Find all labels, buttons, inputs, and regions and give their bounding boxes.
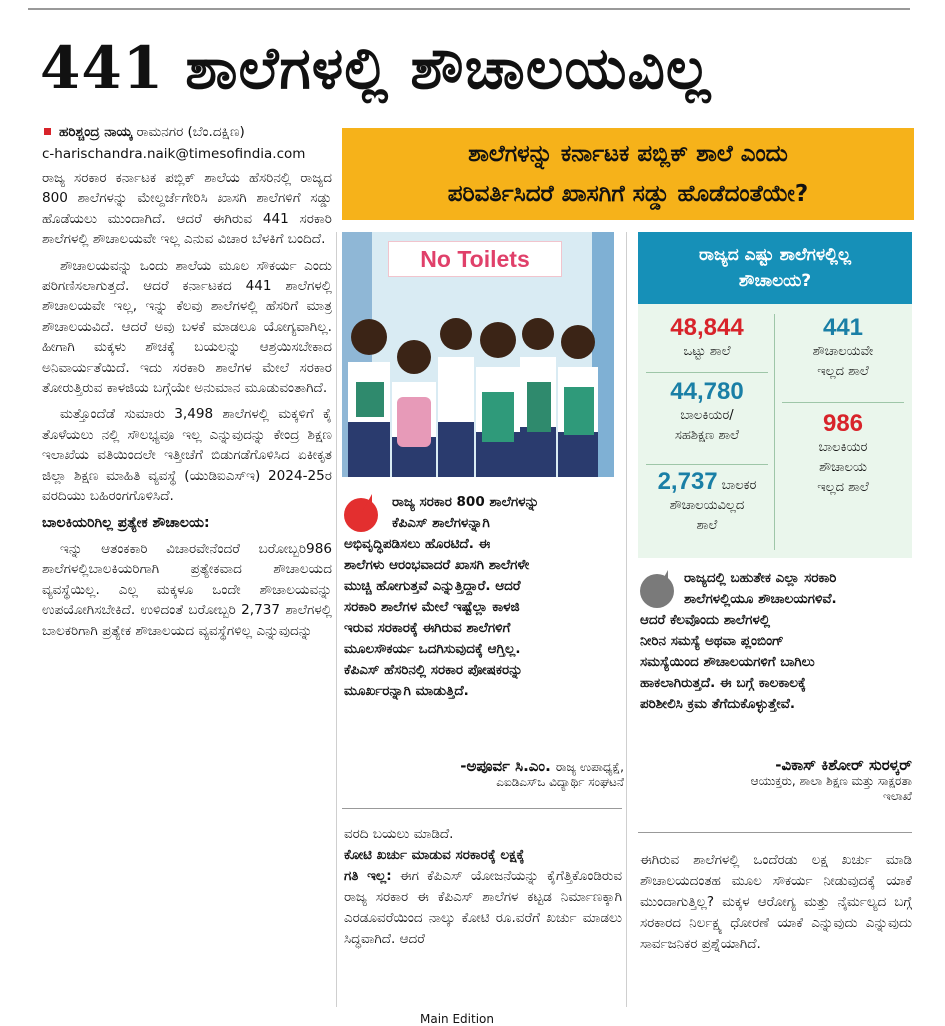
- student-figure: [520, 318, 556, 477]
- infobox-divider: [774, 314, 775, 550]
- students-photo: [342, 232, 614, 477]
- stat-girls-coed-schools: 44,780 ಬಾಲಕಿಯರ/ ಸಹಶಿಕ್ಷಣ ಶಾಲೆ: [670, 378, 744, 443]
- student-figure: [476, 322, 520, 477]
- banner-line: ಪರಿವರ್ತಿಸಿದರೆ ಖಾಸಗಿಗೆ ಸಡ್ಡು ಹೊಡೆದಂತೆಯೇ?: [447, 181, 809, 207]
- banner-line: ಶಾಲೆಗಳನ್ನು ಕರ್ನಾಟಕ ಪಬ್ಲಿಕ್ ಶಾಲೆ ಎಂದು: [468, 141, 788, 167]
- article-paragraph: ಇನ್ನು ಆತಂಕಕಾರಿ ವಿಚಾರವೇನೆಂದರೆ ಬರೋಬ್ಬರಿ986 ಶಾಲೆಗಳಲ್ಲಿಬಾಲಕಿಯರಿಗಾಗಿ ಪ್ರತ್ಯೇಕವಾದ ಶೌಚಾಲಯದ ವ್ಯವಸ್ಥೆಯಿಲ್ಲ. ಎಲ್ಲ ಮಕ್ಕಳೂ ಒಂದೇ ಶೌಚಾಲಯವನ್ನು ಉಪಯೋಗಿಸಬೇಕಿದೆ. ಉಳಿದಂತೆ ಬರೋಬ್ಬರಿ 2,737 ಶಾಲೆಗಳಲ್ಲಿ ಬಾಲಕರಿಗಾಗಿ ಪ್ರತ್ಯೇಕ ಶೌಚಾಲಯದ ವ್ಯವಸ್ಥೆಗಳಿಲ್ಲ ಎನ್ನುವುದನ್ನು: [42, 540, 332, 639]
- quote-apoorva-signature: -ಅಪೂರ್ವ ಸಿ.ಎಂ. ರಾಜ್ಯ ಉಪಾಧ್ಯಕ್ಷೆ, ಎಐಡಿಎಸ್‌ಒ ವಿದ್ಯಾರ್ಥಿ ಸಂಘಟನೆ: [460, 757, 624, 789]
- quote-vikas-signature: -ವಿಕಾಸ್ ಕಿಶೋರ್ ಸುರಳ್ಕರ್ ಆಯುಕ್ತರು, ಶಾಲಾ ಶಿಕ್ಷಣ ಮತ್ತು ಸಾಕ್ಷರತಾ ಇಲಾಖೆ: [750, 756, 912, 803]
- headline: 441 ಶಾಲೆಗಳಲ್ಲಿ ಶೌಚಾಲಯವಿಲ್ಲ: [40, 34, 712, 102]
- quote-apoorva-body: ಅಭಿವೃದ್ಧಿಪಡಿಸಲು ಹೊರಟಿದೆ. ಈ ಶಾಲೆಗಳು ಆರಂಭವಾದರೆ ಖಾಸಗಿ ಶಾಲೆಗಳೇ ಮುಚ್ಚಿ ಹೋಗುತ್ತವೆ ಎನ್ನುತ್ತಿದ್ದಾರೆ. ಆದರೆ ಸರಕಾರಿ ಶಾಲೆಗಳ ಮೇಲೆ ಇಷ್ಟೆಲ್ಲಾ ಕಾಳಜಿ ಇರುವ ಸರಕಾರಕ್ಕೆ ಈಗಿರುವ ಶಾಲೆಗಳಿಗೆ ಮೂಲಸೌಕರ್ಯ ಒದಗಿಸುವುದಕ್ಕೆ ಆಗ್ತಿಲ್ಲ. ಕೆಪಿಎಸ್ ಹೆಸರಿನಲ್ಲಿ ಸರಕಾರ ಪೋಷಕರನ್ನು ಮೂರ್ಖರನ್ನಾಗಿ ಮಾಡುತ್ತಿದೆ.: [344, 536, 530, 699]
- col2-article-continued: ವರದಿ ಬಯಲು ಮಾಡಿದೆ. ಕೋಟಿ ಖರ್ಚು ಮಾಡುವ ಸರಕಾರಕ್ಕೆ ಲಕ್ಷಕ್ಕೆ ಗತಿ ಇಲ್ಲ: ಈಗ ಕೆಪಿಎಸ್ ಯೋಜನೆಯನ್ನು ಕೈಗೆತ್ತಿಕೊಂಡಿರುವ ರಾಜ್ಯ ಸರಕಾರ ಈ ಕೆಪಿಎಸ್ ಶಾಲೆಗಳ ಕಟ್ಟಡ ನಿರ್ಮಾಣಕ್ಕಾಗಿ ಎರಡೂವರೆಯಿಂದ ನಾಲ್ಕು ಕೋಟಿ ರೂ.ವರೆಗೆ ಖರ್ಚು ಮಾಡಲು ಸಿದ್ಧವಾಗಿದೆ. ಆದರೆ: [344, 826, 622, 947]
- stat-total-schools: 48,844 ಒಟ್ಟು ಶಾಲೆ: [670, 314, 744, 359]
- stat-no-toilet-schools: 441 ಶೌಚಾಲಯವೇ ಇಲ್ಲದ ಶಾಲೆ: [812, 314, 874, 379]
- section-rule: [638, 832, 912, 833]
- infobox-divider: [646, 372, 768, 373]
- no-toilets-sign: No Toilets: [388, 241, 562, 277]
- students-illustration: [342, 232, 614, 477]
- author-email[interactable]: c-harischandra.naik@timesofindia.com: [42, 146, 306, 162]
- column-divider: [336, 232, 337, 1007]
- col3-article-continued: ಈಗಿರುವ ಶಾಲೆಗಳಲ್ಲಿ ಒಂದೆರಡು ಲಕ್ಷ ಖರ್ಚು ಮಾಡಿ ಶೌಚಾಲಯದಂತಹ ಮೂಲ ಸೌಕರ್ಯ ನೀಡುವುದಕ್ಕೆ ಯಾಕೆ ಮುಂದಾಗುತ್ತಿಲ್ಲ? ಮಕ್ಕಳ ಆರೋಗ್ಯ ಮತ್ತು ನೈರ್ಮಲ್ಯದ ಬಗ್ಗೆ ಸರಕಾರದ ನಿರ್ಲಕ್ಷ್ಯ ಧೋರಣೆ ಯಾಕೆ ಎನ್ನುವುದು ಎನ್ನುವುದು ಸಾರ್ವಜನಿಕರ ಪ್ರಶ್ನೆಯಾಗಿದೆ.: [640, 852, 912, 952]
- section-rule: [342, 808, 622, 809]
- student-figure: [558, 325, 598, 477]
- article-paragraph: ಮತ್ತೊಂದೆಡೆ ಸುಮಾರು 3,498 ಶಾಲೆಗಳಲ್ಲಿ ಮಕ್ಕಳಿಗೆ ಕೈ ತೊಳೆಯಲು ನಲ್ಲಿ ಸೌಲಭ್ಯವೂ ಇಲ್ಲ ಎನ್ನುವುದನ್ನು ಕೇಂದ್ರ ಶಿಕ್ಷಣ ಇಲಾಖೆಯ ವತಿಯಿಂದಲೇ ಇತ್ತೀಚೆಗೆ ಬಿಡುಗಡೆಗೊಳಿಸಿದ ಏಕೀಕೃತ ಜಿಲ್ಲಾ ಶಿಕ್ಷಣ ಮಾಹಿತಿ ವ್ಯವಸ್ಥೆ (ಯುಡಿಐಎಸ್‌ಇ) 2024-25ರ ವರದಿಯು ಬಹಿರಂಗಗೊಳಿಸಿದೆ.: [42, 406, 332, 505]
- main-article-column: [42, 122, 332, 647]
- dateline: ರಾಮನಗರ (ಬೆಂ.ದಕ್ಷಿಣ): [136, 124, 245, 140]
- edition-footer: Main Edition: [420, 1012, 494, 1026]
- quote-mark-icon: [344, 498, 378, 532]
- stat-no-boys-toilet: 2,737 ಬಾಲಕರ ಶೌಚಾಲಯವಿಲ್ಲದ ಶಾಲೆ: [657, 468, 757, 533]
- quote-vikas: ರಾಜ್ಯದಲ್ಲಿ ಬಹುತೇಕ ಎಲ್ಲಾ ಸರಕಾರಿ ಶಾಲೆಗಳಲ್ಲಿಯೂ ಶೌಚಾಲಯಗಳಿವೆ.: [684, 570, 837, 607]
- infobox-divider: [646, 464, 768, 465]
- question-banner: [342, 128, 914, 220]
- student-figure: [348, 319, 390, 477]
- student-figure: [392, 340, 436, 477]
- infobox-title: ರಾಜ್ಯದ ಎಷ್ಟು ಶಾಲೆಗಳಲ್ಲಿಲ್ಲ ಶೌಚಾಲಯ?: [638, 232, 912, 304]
- author-name: ಹರಿಶ್ಚಂದ್ರ ನಾಯ್ಕ: [59, 124, 133, 140]
- column-divider: [626, 232, 627, 1007]
- quote-apoorva: ರಾಜ್ಯ ಸರಕಾರ 800 ಶಾಲೆಗಳನ್ನು ಕೆಪಿಎಸ್ ಶಾಲೆಗಳನ್ನಾಗಿ: [392, 494, 540, 531]
- stats-infobox: [638, 232, 912, 558]
- subheading: ಬಾಲಕಿಯರಿಗಿಲ್ಲ ಪ್ರತ್ಯೇಕ ಶೌಚಾಲಯ:: [42, 514, 210, 531]
- quote-vikas-body: ಆದರೆ ಕೆಲವೊಂದು ಶಾಲೆಗಳಲ್ಲಿ ನೀರಿನ ಸಮಸ್ಯೆ ಅಥವಾ ಪ್ಲಂಬಿಂಗ್ ಸಮಸ್ಯೆಯಿಂದ ಶೌಚಾಲಯಗಳಿಗೆ ಬಾಗಿಲು ಹಾಕಲಾಗಿರುತ್ತದೆ. ಈ ಬಗ್ಗೆ ಕಾಲಕಾಲಕ್ಕೆ ಪರಿಶೀಲಿಸಿ ಕ್ರಮ ತೆಗೆದುಕೊಳ್ಳುತ್ತೇವೆ.: [640, 612, 815, 712]
- quote-mark-icon: [640, 574, 674, 608]
- stat-no-girls-toilet: 986 ಬಾಲಕಿಯರ ಶೌಚಾಲಯ ಇಲ್ಲದ ಶಾಲೆ: [817, 410, 869, 495]
- red-square-icon: [44, 128, 51, 135]
- top-rule: [28, 8, 910, 10]
- article-paragraph: ರಾಜ್ಯ ಸರಕಾರ ಕರ್ನಾಟಕ ಪಬ್ಲಿಕ್ ಶಾಲೆಯ ಹೆಸರಿನಲ್ಲಿ ರಾಜ್ಯದ 800 ಶಾಲೆಗಳನ್ನು ಮೇಲ್ದರ್ಜೆಗೇರಿಸಿ ಖಾಸಗಿ ಶಾಲೆಗಳಿಗೆ ಸಡ್ಡು ಹೊಡೆಯಲು ಮುಂದಾಗಿದೆ. ಆದರೆ ಈಗಿರುವ 441 ಸರಕಾರಿ ಶಾಲೆಗಳಲ್ಲಿ ಶೌಚಾಲಯವೇ ಇಲ್ಲ ಎನುವ ವಿಚಾರ ಬೆಳಕಿಗೆ ಬಂದಿದೆ.: [42, 170, 332, 248]
- subheading: ಕೋಟಿ ಖರ್ಚು ಮಾಡುವ ಸರಕಾರಕ್ಕೆ ಲಕ್ಷಕ್ಕೆ: [344, 847, 525, 863]
- article-paragraph: ಶೌಚಾಲಯವನ್ನು ಒಂದು ಶಾಲೆಯ ಮೂಲ ಸೌಕರ್ಯ ಎಂದು ಪರಿಗಣಿಸಲಾಗುತ್ತದೆ. ಆದರೆ ಕರ್ನಾಟಕದ 441 ಶಾಲೆಗಳಲ್ಲಿ ಶೌಚಾಲಯವೇ ಇಲ್ಲ, ಇನ್ನು ಕೆಲವು ಶಾಲೆಗಳಲ್ಲಿ ಹೆಸರಿಗೆ ಮಾತ್ರ ಶೌಚಾಲಯವಿದೆ. ಆದರೆ ಅವು ಬಳಕೆ ಮಾಡಲೂ ಯೋಗ್ಯವಾಗಿಲ್ಲ. ಹೀಗಾಗಿ ಮಕ್ಕಳು ಶೌಚಕ್ಕೆ ಬಯಲನ್ನು ಆಶ್ರಯಿಸಬೇಕಾದ ಅನಿವಾರ್ಯತೆಯಿದೆ. ಇದು ಸರಕಾರಿ ಶಾಲೆಗಳ ಮೇಲೆ ಸರಕಾರ ತೋರುತ್ತಿರುವ ಕಾಳಜಿಯ ಬಗ್ಗೆಯೇ ಅನುಮಾನ ಮೂಡುವಂತಾಗಿದೆ.: [42, 257, 332, 397]
- student-figure: [438, 318, 474, 477]
- byline: [42, 122, 332, 142]
- infobox-divider: [782, 402, 904, 403]
